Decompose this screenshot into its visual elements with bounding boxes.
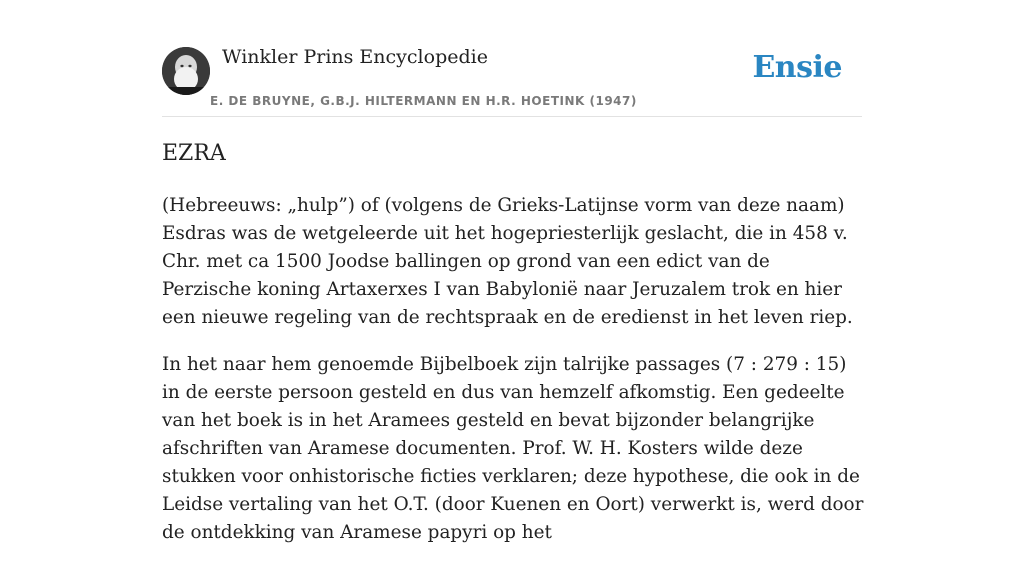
author-avatar[interactable] — [162, 47, 210, 95]
ensie-logo[interactable]: Ensie — [752, 50, 842, 85]
source-title[interactable]: Winkler Prins Encyclopedie — [222, 46, 488, 68]
article-title: EZRA — [162, 141, 226, 166]
article-body — [162, 192, 864, 566]
source-header — [162, 44, 862, 117]
source-authors: E. DE BRUYNE, G.B.J. HILTERMANN EN H.R. HOETINK (1947) — [210, 94, 637, 108]
article-paragraph-1: (Hebreeuws: „hulp”) of (volgens de Grieks-Latijnse vorm van deze naam) Esdras was de wetgeleerde uit het hogepriesterlijk geslacht, die in 458 v. Chr. met ca 1500 Joodse ballingen op grond van een edict van de Perzische koning Artaxerxes I van Babylonië naar Jeruzalem trok en hier een nieuwe regeling van de rechtspraak en de eredienst in het leven riep. — [162, 195, 853, 328]
portrait-icon — [162, 47, 210, 95]
article-paragraph-2: In het naar hem genoemde Bijbelboek zijn talrijke passages (7 : 279 : 15) in de eerste persoon gesteld en dus van hemzelf afkomstig. Een gedeelte van het boek is in het Aramees gesteld en bevat bijzonder belangrijke afschriften van Aramese documenten. Prof. W. H. Kosters wilde deze stukken voor onhistorische ficties verklaren; deze hypothese, die ook in de Leidse vertaling van het O.T. (door Kuenen en Oort) verwerkt is, werd door de ontdekking van Aramese papyri op het — [162, 354, 864, 543]
